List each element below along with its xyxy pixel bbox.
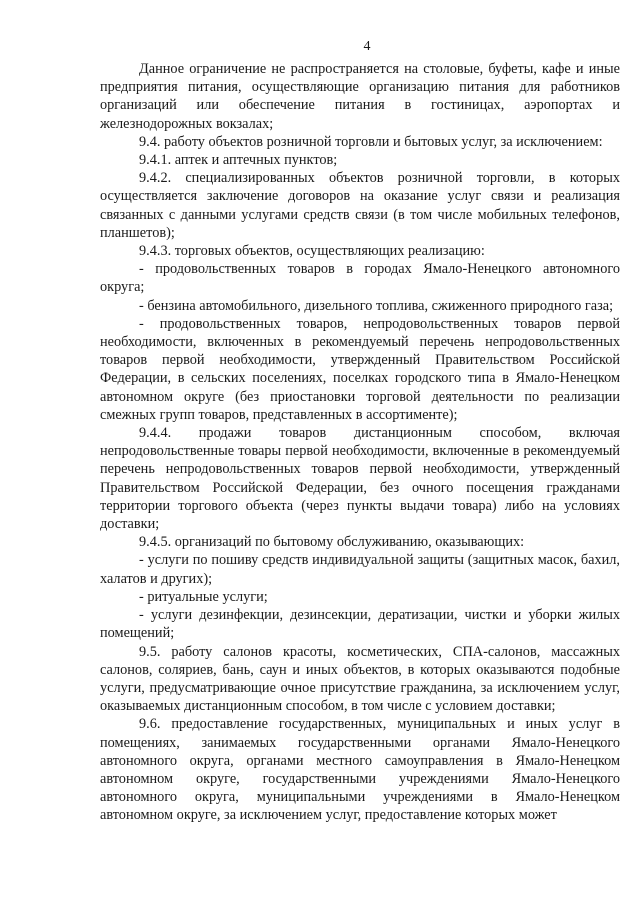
paragraph-9-4: 9.4. работу объектов розничной торговли и бытовых услуг, за исключением: [139, 133, 603, 150]
list-item-disinfection: - услуги дезинфекции, дезинсекции, дератизации, чистки и уборки жилых помещений; [100, 607, 620, 642]
paragraph-9-4-4: 9.4.4. продажи товаров дистанционным способом, включая непродовольственные товары первой необходимости, включенные в рекомендуемый перечень непродовольственных товаров первой необходимости, утвержденный Правительством Российской Федерации, без очного посещения гражданами территории торгового объекта (через пункты выдачи товара) либо на условиях доставки; [100, 425, 620, 533]
paragraph-9-4-5: 9.4.5. организаций по бытовому обслуживанию, оказывающих: [139, 534, 525, 551]
list-item-rural-goods: - продовольственных товаров, непродовольственных товаров первой необходимости, включенных в рекомендуемый перечень непродовольственных товаров первой необходимости, утвержденный Правительством Российской Федерации, в сельских поселениях, поселках городского типа в Ямало-Ненецком автономном округе (без приостановки торговой деятельности по реализации смежных групп товаров, представленных в ассортименте); [100, 315, 620, 423]
list-item-food-cities: - продовольственных товаров в городах Ямало-Ненецкого автономного округа; [100, 261, 620, 296]
paragraph-9-4-2: 9.4.2. специализированных объектов розничной торговли, в которых осуществляется заключение договоров на оказание услуг связи и реализация связанных с данными услугами средств связи (в том числе мобильных телефонов, планшетов); [100, 170, 620, 241]
page-number: 4 [363, 39, 371, 54]
paragraph-restriction-exception: Данное ограничение не распространяется на столовые, буфеты, кафе и иные предприятия питания, осуществляющие организацию питания для работников организаций или обеспечение питания в гостиницах, аэропортах и железнодорожных вокзалах; [100, 61, 620, 132]
list-item-ppe-sewing: - услуги по пошиву средств индивидуальной защиты (защитных масок, бахил, халатов и других); [100, 552, 620, 587]
document-body [100, 60, 620, 825]
paragraph-9-4-3: 9.4.3. торговых объектов, осуществляющих реализацию: [139, 243, 485, 260]
document-page [100, 0, 620, 905]
list-item-fuel: - бензина автомобильного, дизельного топлива, сжиженного природного газа; [139, 297, 614, 314]
paragraph-9-5: 9.5. работу салонов красоты, косметических, СПА-салонов, массажных салонов, соляриев, бань, саун и иных объектов, в которых оказываются подобные услуги, предусматривающие очное присутствие гражданина, за исключением услуг, оказываемых дистанционным способом, в том числе с условием доставки; [100, 643, 620, 715]
paragraph-9-4-1: 9.4.1. аптек и аптечных пунктов; [139, 152, 338, 169]
list-item-funeral: - ритуальные услуги; [139, 588, 268, 605]
paragraph-9-6: 9.6. предоставление государственных, муниципальных и иных услуг в помещениях, занимаемых государственными органами Ямало-Ненецкого автономного округа, органами местного самоуправления в Ямало-Ненецком автономном округе, государственными учреждениями Ямало-Ненецкого автономного округа, муниципальными учреждениями в Ямало-Ненецком автономном округе, за исключением услуг, предоставление которых может [100, 716, 620, 824]
